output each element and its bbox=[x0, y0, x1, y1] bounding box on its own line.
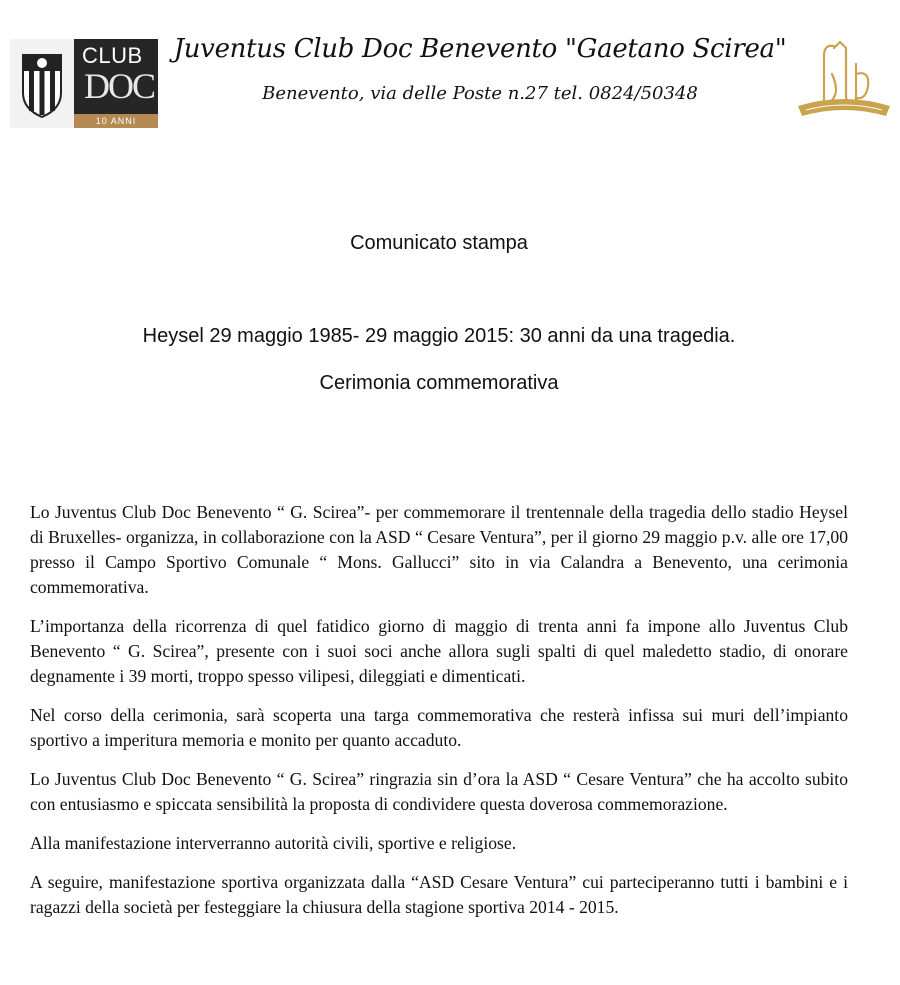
body-paragraph: L’importanza della ricorrenza di quel fatidico giorno di maggio di trenta anni fa impone allo Juventus Club Benevento “ G. Scirea”, presente con i suoi soci anche allora sugli spalti di quel maledetto stadio, di onorare degnamente i 39 morti, troppo spesso vilipesi, dileggiati e dimenticati. bbox=[30, 616, 848, 686]
document-type-label: Comunicato stampa bbox=[350, 232, 528, 254]
body-paragraph: Lo Juventus Club Doc Benevento “ G. Scirea” ringrazia sin d’ora la ASD “ Cesare Ventura” che ha accolto subito con entusiasmo e spiccata sensibilità la proposta di condividere questa doverosa commemorazione. bbox=[30, 769, 848, 814]
club-address: Benevento, via delle Poste n.27 tel. 0824/50348 bbox=[262, 83, 698, 104]
document-body bbox=[30, 500, 848, 934]
body-paragraph: Lo Juventus Club Doc Benevento “ G. Scirea”- per commemorare il trentennale della tragedia dello stadio Heysel di Bruxelles- organizza, in collaborazione con la ASD “ Cesare Ventura”, per il giorno 29 maggio p.v. alle ore 17,00 presso il Campo Sportivo Comunale “ Mons. Gallucci” sito in via Calandra a Benevento, una cerimonia commemorativa. bbox=[30, 502, 848, 597]
document-subheading: Cerimonia commemorativa bbox=[319, 372, 559, 394]
letterhead bbox=[0, 0, 900, 140]
club-name-title: Juventus Club Doc Benevento "Gaetano Scirea" bbox=[173, 34, 787, 64]
juventus-shield-icon bbox=[10, 39, 74, 128]
club-doc-text-block bbox=[74, 39, 158, 128]
document-heading: Heysel 29 maggio 1985- 29 maggio 2015: 30 anni da una tragedia. bbox=[142, 325, 736, 347]
club-doc-logo bbox=[10, 39, 158, 128]
body-paragraph: Nel corso della cerimonia, sarà scoperta una targa commemorativa che resterà infissa sui muri dell’impianto sportivo a imperitura memoria e monito per quanto accaduto. bbox=[30, 705, 848, 750]
logo-club-text: CLUB bbox=[82, 43, 143, 68]
logo-doc-text: DOC bbox=[84, 66, 155, 106]
jcb-monogram-logo bbox=[794, 34, 894, 124]
logo-anni-text: 10 ANNI bbox=[74, 114, 158, 128]
body-paragraph: A seguire, manifestazione sportiva organizzata dalla “ASD Cesare Ventura” cui parteciperanno tutti i bambini e i ragazzi della società per festeggiare la chiusura della stagione sportiva 2014 - 2015. bbox=[30, 872, 848, 917]
body-paragraph: Alla manifestazione interverranno autorità civili, sportive e religiose. bbox=[30, 833, 517, 853]
